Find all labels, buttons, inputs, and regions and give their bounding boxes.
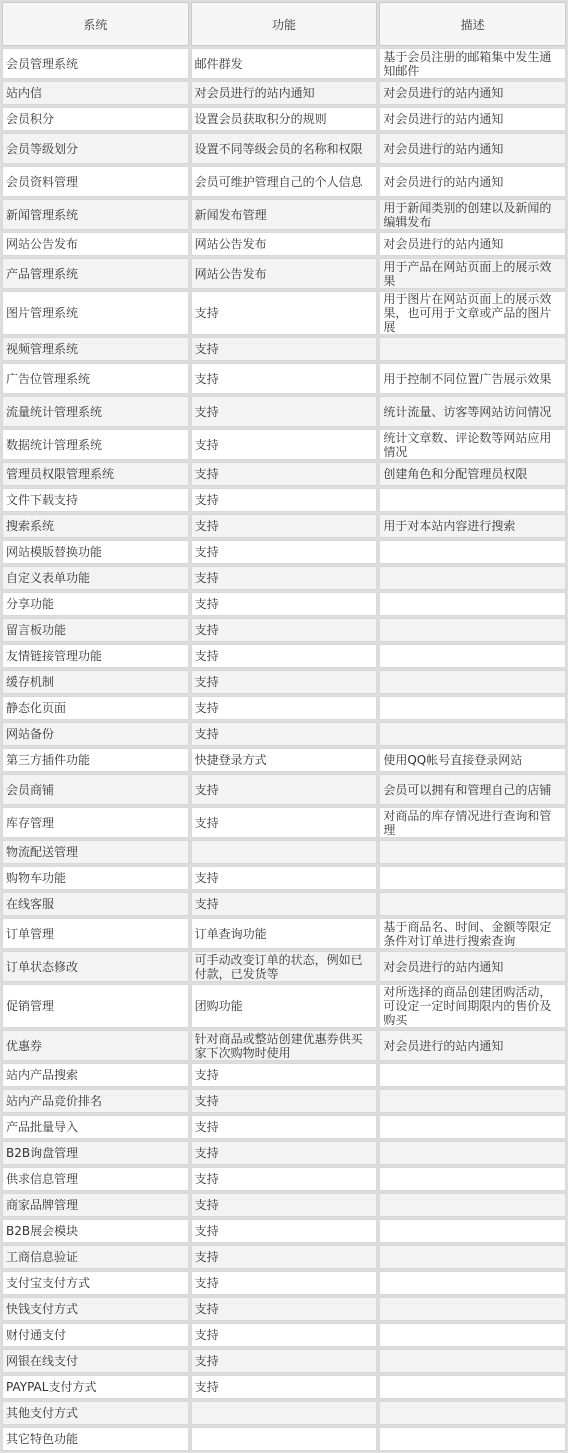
table-row [2,1030,566,1061]
table-row [2,291,566,335]
cell-system: 留言板功能 [2,618,189,642]
cell-feature: 支持 [191,892,378,916]
table-row [2,644,566,668]
table-body [2,48,566,1451]
table-row [2,1115,566,1139]
cell-description [379,644,566,668]
cell-description: 基于商品名、时间、金额等限定条件对订单进行搜索查询 [379,918,566,949]
cell-description: 用于产品在网站页面上的展示效果 [379,258,566,289]
cell-description [379,840,566,864]
cell-system: 财付通支付 [2,1323,189,1347]
cell-feature: 支持 [191,618,378,642]
cell-description: 统计文章数、评论数等网站应用情况 [379,429,566,460]
cell-description [379,1141,566,1165]
cell-feature: 支持 [191,291,378,335]
cell-description [379,1271,566,1295]
table-row [2,892,566,916]
table-row [2,462,566,486]
cell-system: 网站备份 [2,722,189,746]
cell-system: 自定义表单功能 [2,566,189,590]
cell-description: 用于对本站内容进行搜索 [379,514,566,538]
cell-description [379,1349,566,1373]
cell-description [379,722,566,746]
table-row [2,807,566,838]
table-row [2,232,566,256]
table-row [2,1193,566,1217]
cell-description [379,1401,566,1425]
cell-feature: 支持 [191,337,378,361]
cell-description [379,618,566,642]
cell-feature: 支持 [191,566,378,590]
cell-feature: 支持 [191,722,378,746]
cell-description: 对会员进行的站内通知 [379,232,566,256]
table-row [2,166,566,197]
cell-description [379,1063,566,1087]
cell-feature: 支持 [191,462,378,486]
cell-description [379,1323,566,1347]
cell-description: 对会员进行的站内通知 [379,1030,566,1061]
cell-system: 快钱支付方式 [2,1297,189,1321]
cell-system: 文件下载支持 [2,488,189,512]
cell-system: 图片管理系统 [2,291,189,335]
table-row [2,670,566,694]
cell-system: 产品批量导入 [2,1115,189,1139]
cell-system: 数据统计管理系统 [2,429,189,460]
cell-description: 对会员进行的站内通知 [379,107,566,131]
table-row [2,488,566,512]
cell-system: 分享功能 [2,592,189,616]
cell-feature: 支持 [191,1323,378,1347]
header-row [2,2,566,46]
cell-system: 新闻管理系统 [2,199,189,230]
table-row [2,1271,566,1295]
cell-feature: 对会员进行的站内通知 [191,81,378,105]
cell-feature: 支持 [191,363,378,394]
cell-system: 搜索系统 [2,514,189,538]
header-feature: 功能 [191,2,378,46]
cell-system: 网站公告发布 [2,232,189,256]
cell-feature: 设置不同等级会员的名称和权限 [191,133,378,164]
cell-feature: 支持 [191,592,378,616]
table-row [2,1245,566,1269]
cell-feature: 支持 [191,396,378,427]
cell-feature: 支持 [191,1115,378,1139]
cell-description: 对商品的库存情况进行查询和管理 [379,807,566,838]
table-row [2,1323,566,1347]
table-row [2,258,566,289]
table-row [2,199,566,230]
cell-description: 用于新闻类别的创建以及新闻的编辑发布 [379,199,566,230]
cell-description [379,696,566,720]
cell-system: 管理员权限管理系统 [2,462,189,486]
cell-system: 供求信息管理 [2,1167,189,1191]
cell-description [379,1115,566,1139]
table-row [2,722,566,746]
cell-system: 其它特色功能 [2,1427,189,1451]
cell-system: 商家品牌管理 [2,1193,189,1217]
cell-description [379,540,566,564]
cell-description [379,1167,566,1191]
cell-feature: 支持 [191,1297,378,1321]
cell-system: 视频管理系统 [2,337,189,361]
cell-system: 网银在线支付 [2,1349,189,1373]
cell-system: 在线客服 [2,892,189,916]
cell-feature: 支持 [191,514,378,538]
table-row [2,696,566,720]
cell-feature: 支持 [191,807,378,838]
cell-system: 站内产品竞价排名 [2,1089,189,1113]
table-row [2,866,566,890]
cell-feature: 支持 [191,1141,378,1165]
cell-feature: 支持 [191,644,378,668]
cell-feature: 支持 [191,1167,378,1191]
cell-feature [191,1427,378,1451]
cell-system: 站内信 [2,81,189,105]
cell-system: 广告位管理系统 [2,363,189,394]
cell-system: 产品管理系统 [2,258,189,289]
cell-system: 友情链接管理功能 [2,644,189,668]
cell-system: 流量统计管理系统 [2,396,189,427]
cell-system: B2B询盘管理 [2,1141,189,1165]
cell-system: 会员管理系统 [2,48,189,79]
cell-system: 购物车功能 [2,866,189,890]
cell-description [379,1427,566,1451]
cell-feature [191,1401,378,1425]
cell-system: 支付宝支付方式 [2,1271,189,1295]
table-row [2,840,566,864]
table-row [2,48,566,79]
table-row [2,1401,566,1425]
cell-description [379,892,566,916]
cell-system: 促销管理 [2,984,189,1028]
table-row [2,337,566,361]
table-row [2,107,566,131]
cell-description: 对会员进行的站内通知 [379,133,566,164]
table-row [2,429,566,460]
cell-description [379,592,566,616]
cell-system: 会员等级划分 [2,133,189,164]
cell-description: 用于控制不同位置广告展示效果 [379,363,566,394]
cell-system: 物流配送管理 [2,840,189,864]
cell-feature: 快捷登录方式 [191,748,378,772]
cell-feature: 支持 [191,1375,378,1399]
cell-feature: 网站公告发布 [191,232,378,256]
table-row [2,918,566,949]
table-row [2,748,566,772]
cell-description: 创建角色和分配管理员权限 [379,462,566,486]
cell-description: 对会员进行的站内通知 [379,81,566,105]
cell-feature: 订单查询功能 [191,918,378,949]
cell-description [379,337,566,361]
cell-description: 使用QQ帐号直接登录网站 [379,748,566,772]
cell-system: 工商信息验证 [2,1245,189,1269]
cell-feature [191,840,378,864]
cell-system: 静态化页面 [2,696,189,720]
cell-system: 库存管理 [2,807,189,838]
cell-description: 统计流量、访客等网站访问情况 [379,396,566,427]
cell-system: 会员积分 [2,107,189,131]
cell-description [379,670,566,694]
table-row [2,618,566,642]
cell-system: 订单管理 [2,918,189,949]
cell-system: 会员商铺 [2,774,189,805]
table-row [2,133,566,164]
table-row [2,1063,566,1087]
cell-description: 对会员进行的站内通知 [379,951,566,982]
cell-system: 站内产品搜索 [2,1063,189,1087]
cell-system: 会员资料管理 [2,166,189,197]
cell-description [379,488,566,512]
table-row [2,984,566,1028]
table-row [2,1219,566,1243]
cell-feature: 新闻发布管理 [191,199,378,230]
table-row [2,951,566,982]
cell-feature: 支持 [191,1271,378,1295]
table-row [2,1141,566,1165]
cell-feature: 支持 [191,1219,378,1243]
cell-description: 基于会员注册的邮箱集中发生通知邮件 [379,48,566,79]
cell-feature: 支持 [191,1349,378,1373]
table-row [2,540,566,564]
cell-feature: 支持 [191,488,378,512]
cell-system: 其他支付方式 [2,1401,189,1425]
cell-feature: 会员可维护管理自己的个人信息 [191,166,378,197]
table-row [2,1167,566,1191]
cell-description [379,1219,566,1243]
cell-feature: 支持 [191,1089,378,1113]
table-row [2,1089,566,1113]
cell-description [379,1375,566,1399]
cell-feature: 邮件群发 [191,48,378,79]
cell-system: 网站模版替换功能 [2,540,189,564]
cell-system: 缓存机制 [2,670,189,694]
cell-feature: 支持 [191,540,378,564]
cell-description [379,866,566,890]
cell-description [379,1193,566,1217]
cell-feature: 团购功能 [191,984,378,1028]
table-row [2,81,566,105]
cell-feature: 支持 [191,670,378,694]
table-row [2,514,566,538]
cell-description [379,1245,566,1269]
table-row [2,1427,566,1451]
header-description: 描述 [379,2,566,46]
cell-system: 订单状态修改 [2,951,189,982]
table-row [2,592,566,616]
cell-description: 对所选择的商品创建团购活动，可设定一定时间期限内的售价及购买 [379,984,566,1028]
cell-description [379,1089,566,1113]
cell-description [379,566,566,590]
cell-system: B2B展会模块 [2,1219,189,1243]
cell-feature: 网站公告发布 [191,258,378,289]
cell-feature: 支持 [191,774,378,805]
cell-description [379,1297,566,1321]
table-row [2,396,566,427]
cell-system: PAYPAL支付方式 [2,1375,189,1399]
cell-feature: 支持 [191,1193,378,1217]
table-row [2,1375,566,1399]
cell-feature: 设置会员获取积分的规则 [191,107,378,131]
cell-feature: 支持 [191,1245,378,1269]
table-row [2,363,566,394]
cell-description: 会员可以拥有和管理自己的店铺 [379,774,566,805]
cell-feature: 支持 [191,696,378,720]
table-row [2,1297,566,1321]
cell-system: 优惠券 [2,1030,189,1061]
header-system: 系统 [2,2,189,46]
cell-description: 对会员进行的站内通知 [379,166,566,197]
cell-feature: 针对商品或整站创建优惠券供买家下次购物时使用 [191,1030,378,1061]
table-row [2,566,566,590]
cell-feature: 支持 [191,429,378,460]
cell-description: 用于图片在网站页面上的展示效果，也可用于文章或产品的图片展 [379,291,566,335]
cell-feature: 可手动改变订单的状态，例如已付款，已发货等 [191,951,378,982]
table-row [2,774,566,805]
table-row [2,1349,566,1373]
cell-feature: 支持 [191,1063,378,1087]
cell-feature: 支持 [191,866,378,890]
cell-system: 第三方插件功能 [2,748,189,772]
